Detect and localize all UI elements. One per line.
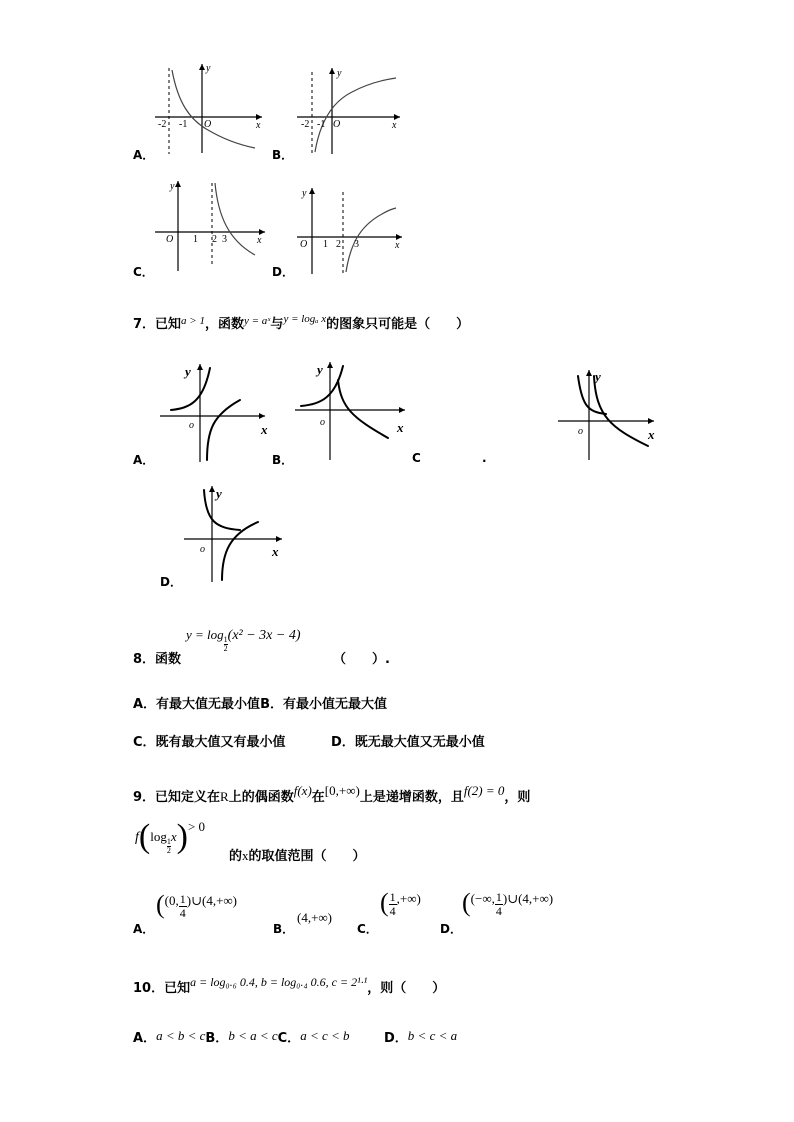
q9-mid2: 在 bbox=[311, 790, 325, 805]
q9-option-c bbox=[380, 888, 421, 918]
q6-graph-c bbox=[150, 175, 270, 275]
q8-formula bbox=[186, 624, 301, 653]
q9-option-c-label: C． bbox=[357, 922, 378, 936]
q7-graph-c bbox=[556, 366, 666, 461]
q10-prefix: 10．已知 bbox=[133, 981, 191, 996]
q7b-y-label: y bbox=[317, 362, 323, 377]
q9-ineq-rparen: ) bbox=[176, 818, 188, 855]
q9-inequality bbox=[135, 818, 205, 856]
q10-option-c-label: C． bbox=[277, 1031, 301, 1046]
q6b-x-label: x bbox=[392, 120, 397, 131]
q9-function: f(x) bbox=[293, 783, 312, 798]
q9-a-fraction bbox=[179, 893, 187, 920]
q9-option-b: (4,+∞) bbox=[297, 910, 333, 925]
q9-ineq-f: f bbox=[135, 830, 139, 845]
q8-option-c: C．既有最大值又有最小值 bbox=[133, 735, 286, 750]
q6d-tick-3: 3 bbox=[354, 239, 359, 250]
q7-option-a-label: A． bbox=[133, 453, 155, 467]
q9-a-open: (0, bbox=[164, 893, 179, 908]
q7d-x-label: x bbox=[272, 544, 279, 559]
q7-prefix: 7．已知 bbox=[133, 317, 182, 332]
q9-ineq-base-num: 1 bbox=[166, 837, 171, 846]
q7a-y-label: y bbox=[185, 364, 191, 379]
q8-option-a: A．有最大值无最小值 bbox=[133, 697, 261, 712]
q7-mid1: ，函数 bbox=[204, 317, 244, 332]
q9-a-den: 4 bbox=[179, 906, 186, 920]
q8-option-b: B．有最小值无最大值 bbox=[260, 697, 387, 712]
q9-line2-rest: 的取值范围（ ） bbox=[248, 849, 366, 864]
q9-d-open: (−∞, bbox=[470, 891, 495, 906]
q6a-tick-1: -2 bbox=[158, 119, 167, 130]
q7-option-c-label: C bbox=[412, 451, 421, 465]
q7c-y-label: y bbox=[595, 369, 601, 384]
q6b-tick-2: -1 bbox=[317, 119, 326, 130]
q8-option-d: D．既无最大值又无最小值 bbox=[331, 735, 485, 750]
q9-option-a-label: A． bbox=[133, 922, 155, 936]
q7-formula-2: y = logₐ x bbox=[283, 313, 327, 325]
q6b-origin: O bbox=[333, 119, 341, 130]
q9-mid1: 上的偶函数 bbox=[228, 790, 294, 805]
q9-mid4: ，则 bbox=[504, 790, 531, 805]
q6-graph-b bbox=[292, 62, 407, 157]
q6-graph-d bbox=[292, 182, 407, 277]
q6d-tick-2: 2 bbox=[336, 239, 341, 250]
q7-mid2: 与 bbox=[270, 317, 284, 332]
q9-option-a bbox=[156, 890, 237, 920]
q7-condition: a > 1 bbox=[181, 315, 205, 327]
q9-line2-suffix: 的 bbox=[229, 849, 243, 864]
q7-option-d-label: D． bbox=[160, 575, 182, 589]
q7-stem bbox=[133, 313, 469, 332]
q7-graph-b bbox=[293, 358, 413, 463]
q9-ineq-base-den: 2 bbox=[166, 846, 171, 855]
q7a-origin: o bbox=[189, 420, 194, 431]
q9-option-d bbox=[462, 888, 553, 918]
q7-formula-1: y = aˣ bbox=[244, 315, 271, 327]
q8-base-den: 2 bbox=[223, 644, 228, 653]
q9-c-fraction bbox=[389, 891, 397, 918]
q9-prefix: 9．已知定义在 bbox=[133, 790, 221, 805]
q8-base-num: 1 bbox=[223, 635, 228, 644]
q7b-origin: o bbox=[320, 417, 325, 428]
q7-option-b-label: B． bbox=[272, 453, 294, 467]
q10-option-b-label: B． bbox=[205, 1031, 229, 1046]
q10-option-d-row bbox=[384, 1027, 457, 1046]
q7d-origin: o bbox=[200, 544, 205, 555]
q9-set-r: R bbox=[220, 789, 229, 804]
q6d-origin: O bbox=[300, 239, 308, 250]
q6a-x-label: x bbox=[256, 120, 261, 131]
q7d-y-label: y bbox=[216, 486, 222, 501]
q6b-y-label: y bbox=[337, 68, 342, 79]
q8-formula-arg: (x² − 3x − 4) bbox=[227, 628, 301, 643]
q6d-x-label: x bbox=[395, 240, 400, 251]
q9-d-close: )∪(4,+∞) bbox=[502, 891, 554, 906]
q7b-x-label: x bbox=[397, 420, 404, 435]
q9-a-num: 1 bbox=[179, 892, 186, 906]
q10-stem bbox=[133, 975, 445, 996]
q10-option-c: a < c < b bbox=[300, 1028, 350, 1043]
q10-option-b: b < a < c bbox=[228, 1028, 278, 1043]
q9-stem-line-2 bbox=[229, 845, 366, 864]
q6c-y-label: y bbox=[170, 181, 175, 192]
q9-d-num: 1 bbox=[495, 890, 502, 904]
q6a-origin: O bbox=[204, 119, 212, 130]
q7-suffix: 的图象只可能是（ ） bbox=[326, 317, 470, 332]
q6-option-c-label: C． bbox=[133, 265, 154, 279]
q10-option-d-label: D． bbox=[384, 1031, 408, 1046]
q6-option-a-label: A． bbox=[133, 148, 155, 162]
q9-interval: [0,+∞) bbox=[324, 783, 360, 798]
q6c-tick-3: 3 bbox=[222, 234, 227, 245]
q9-c-num: 1 bbox=[389, 890, 396, 904]
q10-option-d: b < c < a bbox=[407, 1028, 458, 1043]
q6d-tick-1: 1 bbox=[323, 239, 328, 250]
q8-formula-y: y = log bbox=[186, 627, 224, 642]
q6-option-d-label: D． bbox=[272, 265, 294, 279]
q6c-tick-2: 2 bbox=[212, 234, 217, 245]
q7-graph-d bbox=[180, 482, 290, 587]
q7c-origin: o bbox=[578, 426, 583, 437]
q9-d-den: 4 bbox=[495, 904, 502, 918]
q9-ineq-gt: > 0 bbox=[187, 819, 206, 834]
q9-ineq-log: log bbox=[150, 829, 167, 844]
q6a-y-label: y bbox=[206, 63, 211, 74]
q9-c-lparen: ( bbox=[380, 888, 389, 917]
q9-line2-x: x bbox=[242, 848, 249, 863]
q9-option-d-label: D． bbox=[440, 922, 462, 936]
q8-prefix: 8．函数 bbox=[133, 652, 182, 667]
q10-suffix: ，则（ ） bbox=[367, 981, 446, 996]
q7a-x-label: x bbox=[261, 422, 268, 437]
q6b-tick-1: -2 bbox=[301, 119, 310, 130]
q6c-tick-1: 1 bbox=[193, 234, 198, 245]
q6c-origin: O bbox=[166, 234, 174, 245]
q9-a-lparen: ( bbox=[156, 890, 165, 919]
q8-options-row-1 bbox=[133, 693, 387, 712]
q7-option-c-dot: . bbox=[482, 451, 487, 465]
q9-stem-line-1 bbox=[133, 783, 530, 805]
q6-option-b-label: B． bbox=[272, 148, 294, 162]
q9-ineq-lparen: ( bbox=[138, 818, 151, 855]
q9-mid3: 上是递增函数，且 bbox=[359, 790, 464, 805]
q7c-x-label: x bbox=[648, 427, 655, 442]
q9-option-b-label: B． bbox=[273, 922, 295, 936]
q9-ineq-x: x bbox=[170, 829, 177, 844]
q9-d-fraction bbox=[495, 891, 503, 918]
q9-c-rest: ,+∞) bbox=[396, 891, 421, 906]
q9-c-den: 4 bbox=[389, 904, 396, 918]
q6-graph-a bbox=[150, 58, 270, 158]
q9-a-close: )∪(4,+∞) bbox=[186, 893, 237, 908]
q10-option-a-label: A． bbox=[133, 1031, 157, 1046]
q9-d-lparen: ( bbox=[462, 888, 471, 917]
q6c-x-label: x bbox=[257, 235, 262, 246]
q9-condition: f(2) = 0 bbox=[463, 783, 505, 798]
q10-option-a: a < b < c bbox=[156, 1028, 206, 1043]
q7-graph-a bbox=[155, 360, 280, 465]
q8-suffix: （ ）. bbox=[333, 652, 390, 667]
q6d-y-label: y bbox=[302, 188, 307, 199]
q10-options bbox=[133, 1027, 350, 1046]
q10-formula: a = log₀.₆ 0.4, b = log₀.₄ 0.6, c = 2¹·¹ bbox=[190, 975, 368, 989]
q6a-tick-2: -1 bbox=[179, 119, 188, 130]
